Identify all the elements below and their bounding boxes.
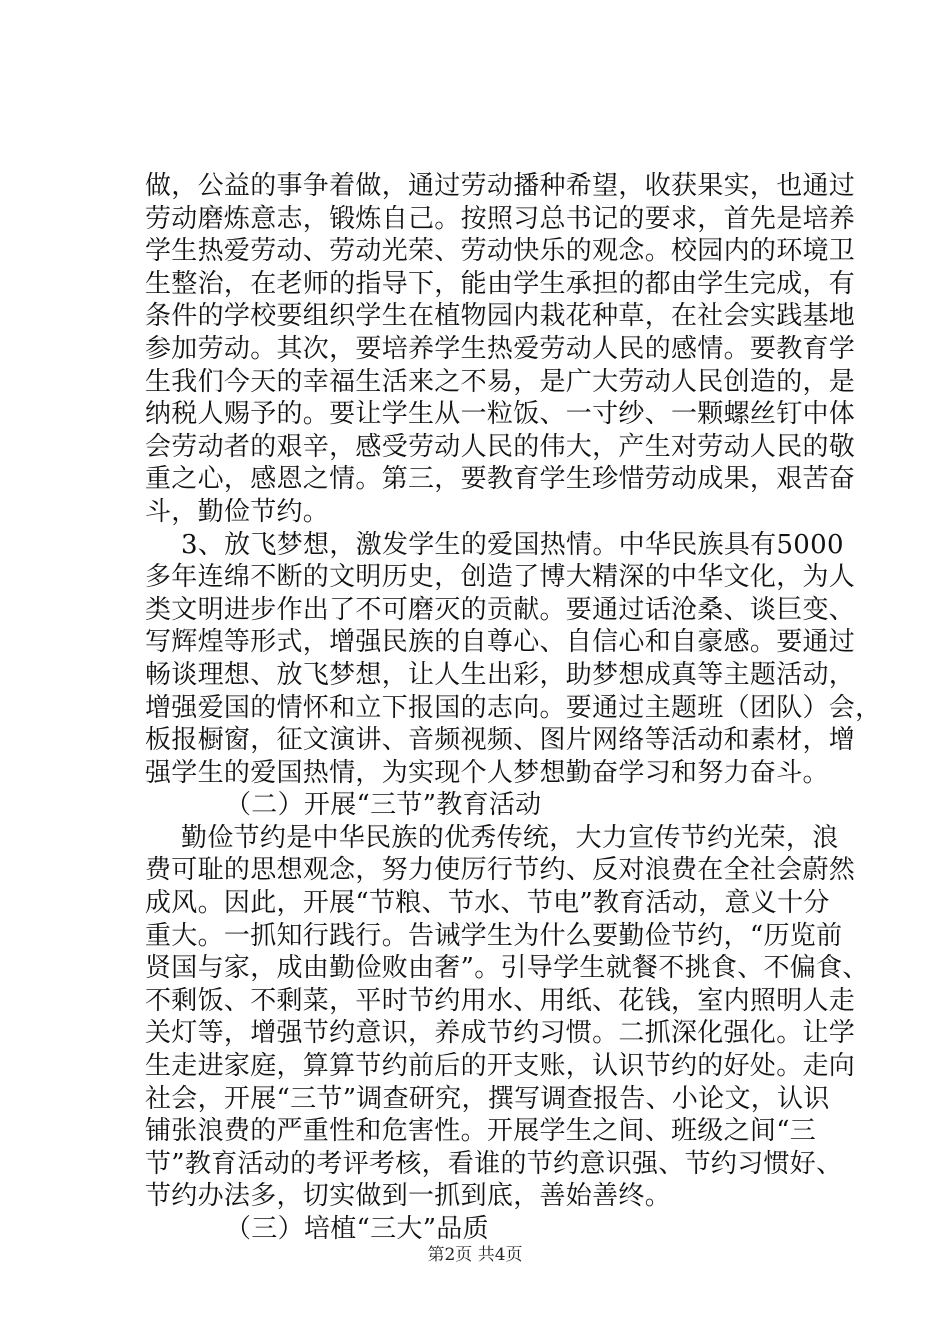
text-line: 节”教育活动的考评考核，看谁的节约意识强、节约习惯好、 xyxy=(145,1148,843,1179)
text-line: 生整治，在老师的指导下，能由学生承担的都由学生完成，有 xyxy=(145,268,856,299)
text-line: 劳动磨炼意志，锻炼自己。按照习总书记的要求，首先是培养 xyxy=(145,203,856,234)
text-line: 增强爱国的情怀和立下报国的志向。要通过主题班（团队）会， xyxy=(145,692,882,723)
text-line: 生我们今天的幸福生活来之不易，是广大劳动人民创造的，是 xyxy=(145,366,856,397)
text-line: 纳税人赐予的。要让学生从一粒饭、一寸纱、一颗螺丝钉中体 xyxy=(145,399,856,430)
text-line: 铺张浪费的严重性和危害性。开展学生之间、班级之间“三 xyxy=(145,1116,817,1147)
section-heading: （三）培植“三大”品质 xyxy=(225,1214,489,1244)
text-line: 不剩饭、不剩菜，平时节约用水、用纸、花钱，室内照明人走 xyxy=(145,985,856,1016)
section-heading: （二）开展“三节”教育活动 xyxy=(225,790,542,821)
text-line: 类文明进步作出了不可磨灭的贡献。要通过话沧桑、谈巨变、 xyxy=(145,594,856,625)
paragraph-start-line: 勤俭节约是中华民族的优秀传统，大力宣传节约光荣，浪 xyxy=(181,822,839,853)
text-line: 斗，勤俭节约。 xyxy=(145,496,330,527)
text-line: 节约办法多，切实做到一抓到底，善始善终。 xyxy=(145,1181,672,1212)
text-line: 畅谈理想、放飞梦想，让人生出彩，助梦想成真等主题活动， xyxy=(145,659,856,690)
text-line: 写辉煌等形式，增强民族的自尊心、自信心和自豪感。要通过 xyxy=(145,627,856,658)
text-line: 条件的学校要组织学生在植物园内栽花种草，在社会实践基地 xyxy=(145,301,856,332)
text-line: 费可耻的思想观念，努力使厉行节约、反对浪费在全社会蔚然 xyxy=(145,855,856,886)
text-line: 学生热爱劳动、劳动光荣、劳动快乐的观念。校园内的环境卫 xyxy=(145,236,856,267)
text-line: 关灯等，增强节约意识，养成节约习惯。二抓深化强化。让学 xyxy=(145,1018,856,1049)
text-line: 参加劳动。其次，要培养学生热爱劳动人民的感情。要教育学 xyxy=(145,333,856,364)
text-line: 重之心，感恩之情。第三，要教育学生珍惜劳动成果，艰苦奋 xyxy=(145,464,856,495)
text-line: 会劳动者的艰辛，感受劳动人民的伟大，产生对劳动人民的敬 xyxy=(145,431,856,462)
text-line: 重大。一抓知行践行。告诫学生为什么要勤俭节约，“历览前 xyxy=(145,920,843,951)
text-line: 生走进家庭，算算节约前后的开支账，认识节约的好处。走向 xyxy=(145,1051,856,1082)
text-line: 多年连绵不断的文明历史，创造了博大精深的中华文化，为人 xyxy=(145,562,856,593)
text-line: 贤国与家，成由勤俭败由奢”。引导学生就餐不挑食、不偏食、 xyxy=(145,953,869,984)
document-body xyxy=(145,170,882,1246)
text-line: 成风。因此，开展“节粮、节水、节电”教育活动，意义十分 xyxy=(145,888,830,919)
text-line: 做，公益的事争着做，通过劳动播种希望，收获果实，也通过 xyxy=(145,171,856,201)
paragraph-start-line: 3、放飞梦想，激发学生的爱国热情。中华民族具有5000 xyxy=(181,529,844,560)
text-line: 社会，开展“三节”调查研究，撰写调查报告、小论文，认识 xyxy=(145,1083,830,1114)
page-number-footer: 第2页 共4页 xyxy=(427,1245,523,1265)
text-line: 板报橱窗，征文演讲、音频视频、图片网络等活动和素材，增 xyxy=(145,725,856,756)
text-line: 强学生的爱国热情，为实现个人梦想勤奋学习和努力奋斗。 xyxy=(145,757,829,788)
